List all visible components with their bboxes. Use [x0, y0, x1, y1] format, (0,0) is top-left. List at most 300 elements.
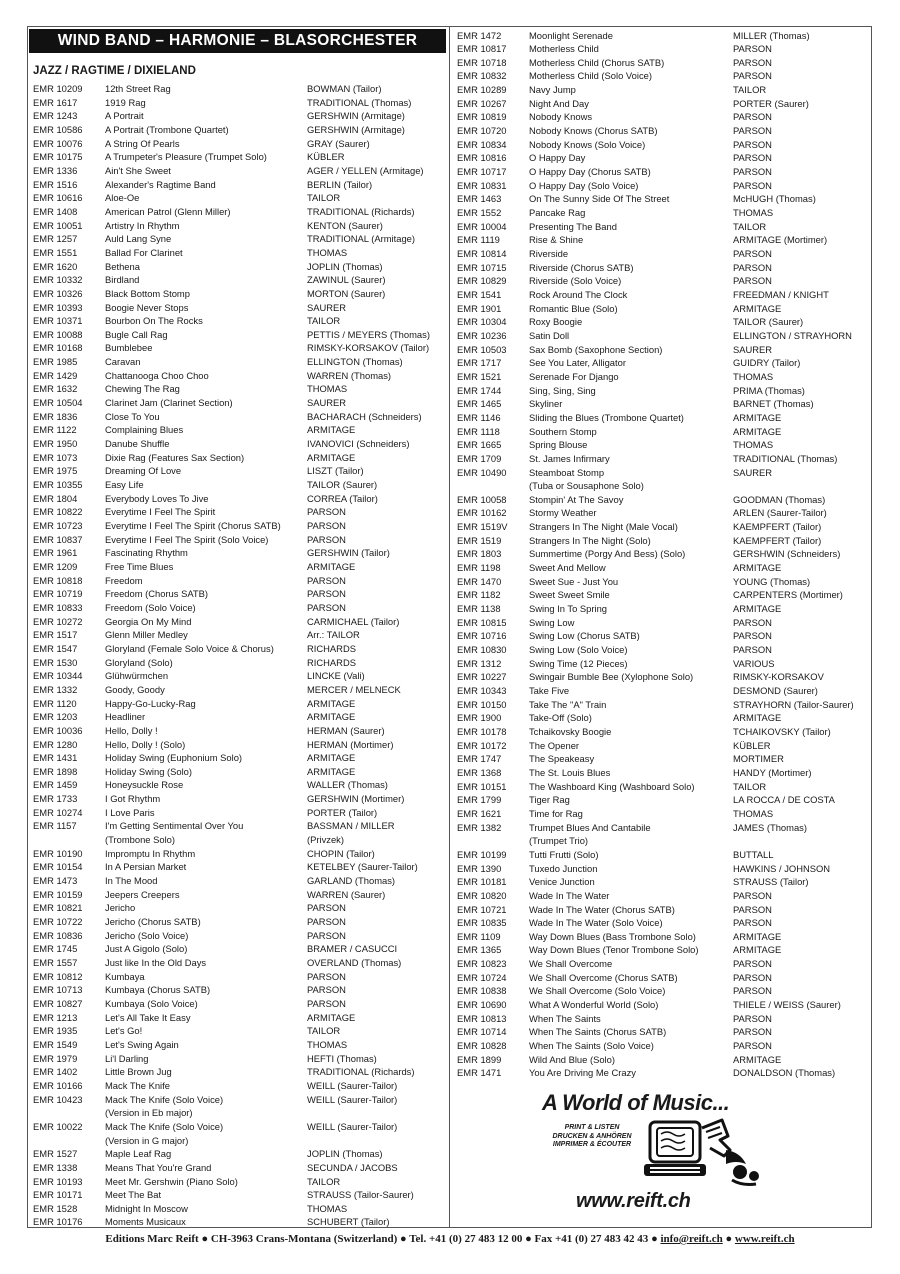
catalog-title: [105, 369, 307, 383]
catalog-code: [33, 137, 105, 151]
catalog-arranger-text: KÜBLER: [307, 151, 345, 163]
catalog-entry: [457, 903, 869, 917]
catalog-arranger-text: BARNET (Thomas): [733, 398, 814, 410]
catalog-arranger-text: LA ROCCA / DE COSTA: [733, 794, 835, 806]
catalog-code-text: EMR 10150: [457, 698, 507, 710]
catalog-title-text: Dreaming Of Love: [105, 465, 182, 477]
catalog-code: [457, 1053, 529, 1067]
catalog-arranger: [307, 137, 445, 151]
catalog-arranger: [307, 1215, 445, 1229]
catalog-arranger-text: TRADITIONAL (Thomas): [307, 96, 412, 108]
catalog-arranger-text: CARMICHAEL (Tailor): [307, 615, 400, 627]
catalog-arranger-text: ARMITAGE (Mortimer): [733, 234, 828, 246]
catalog-code-text: EMR 10209: [33, 83, 83, 94]
catalog-code: [33, 1161, 105, 1175]
catalog-entry: [457, 766, 869, 780]
catalog-title: [529, 384, 733, 398]
catalog-entry: [33, 860, 445, 874]
catalog-code-text: EMR 1900: [457, 712, 502, 724]
catalog-code: [33, 382, 105, 396]
catalog-arranger: [307, 246, 445, 260]
catalog-title: [529, 56, 733, 70]
logo-tagline-line: IMPRIMER & ÉCOUTER: [552, 1141, 632, 1148]
catalog-code: [457, 766, 529, 780]
catalog-code-text: EMR 1138: [457, 603, 501, 615]
catalog-entry: [33, 806, 445, 820]
catalog-entry: [457, 151, 869, 165]
catalog-title-text: Maple Leaf Rag: [105, 1148, 172, 1160]
catalog-arranger: [733, 943, 869, 957]
catalog-title: [105, 915, 307, 929]
catalog-arranger: [733, 506, 869, 520]
catalog-code: [457, 943, 529, 957]
catalog-arranger-text: PARSON: [307, 970, 346, 982]
catalog-code-text: EMR 1408: [33, 205, 78, 217]
catalog-title: [105, 656, 307, 670]
catalog-arranger-text: BRAMER / CASUCCI: [307, 943, 398, 955]
catalog-title: [105, 874, 307, 888]
catalog-title-text: Stormy Weather: [529, 507, 597, 519]
catalog-code: [33, 328, 105, 342]
catalog-code-text: EMR 1551: [33, 246, 78, 258]
catalog-title: [105, 956, 307, 970]
catalog-entry: [457, 138, 869, 152]
catalog-code-text: EMR 10616: [33, 192, 83, 204]
catalog-code-text: EMR 1257: [33, 233, 78, 245]
catalog-code-text: EMR 1552: [457, 207, 502, 219]
catalog-title-text: We Shall Overcome (Chorus SATB): [529, 971, 678, 983]
footer-address: CH-3963 Crans-Montana (Switzerland): [210, 1233, 398, 1245]
catalog-title: [529, 793, 733, 807]
catalog-entry: [457, 1066, 869, 1080]
catalog-title-text: Nobody Knows (Chorus SATB): [529, 125, 658, 137]
catalog-arranger-text: JOPLIN (Thomas): [307, 260, 383, 272]
catalog-code: [457, 930, 529, 944]
catalog-arranger-text: ELLINGTON (Thomas): [307, 356, 403, 368]
catalog-entry: [457, 493, 869, 507]
catalog-entry: [33, 219, 445, 233]
catalog-code: [33, 164, 105, 178]
catalog-arranger: [307, 560, 445, 574]
catalog-code: [33, 410, 105, 424]
catalog-entry: [33, 724, 445, 738]
catalog-code: [457, 397, 529, 411]
catalog-code: [457, 192, 529, 206]
catalog-arranger-text: GRAY (Saurer): [307, 137, 370, 149]
catalog-entry: [33, 1011, 445, 1025]
catalog-code-text: EMR 1431: [33, 752, 78, 764]
catalog-arranger: [307, 929, 445, 943]
catalog-arranger: [733, 547, 869, 561]
catalog-title: [529, 288, 733, 302]
catalog-entry: [33, 628, 445, 642]
catalog-title-text: The Washboard King (Washboard Solo): [529, 780, 695, 792]
catalog-entry: [457, 42, 869, 56]
catalog-arranger-text: WARREN (Saurer): [307, 888, 386, 900]
catalog-title-text: Alexander's Ragtime Band: [105, 178, 216, 190]
catalog-code: [33, 178, 105, 192]
catalog-code: [33, 1215, 105, 1229]
catalog-title-text: I Got Rhythm: [105, 793, 161, 805]
catalog-code: [33, 1038, 105, 1052]
catalog-arranger: [733, 1025, 869, 1039]
catalog-code-text: EMR 10171: [33, 1189, 83, 1201]
catalog-code: [33, 1147, 105, 1161]
catalog-entry: [33, 792, 445, 806]
catalog-entry: [457, 411, 869, 425]
catalog-arranger-text: PARSON: [733, 958, 772, 970]
catalog-code-text: EMR 10022: [33, 1120, 83, 1132]
catalog-title-text: What A Wonderful World (Solo): [529, 999, 659, 1011]
catalog-arranger: [733, 643, 869, 657]
catalog-title-text: Wade In The Water: [529, 889, 610, 901]
catalog-code: [457, 179, 529, 193]
catalog-arranger: [307, 314, 445, 328]
catalog-title: [105, 765, 307, 779]
category-banner: WIND BAND – HARMONIE – BLASORCHESTER: [29, 29, 446, 53]
catalog-code: [457, 520, 529, 534]
catalog-code-text: EMR 1213: [33, 1011, 78, 1023]
catalog-code: [457, 889, 529, 903]
catalog-arranger-text: ARMITAGE: [307, 697, 356, 709]
catalog-title-text: Strangers In The Night (Solo): [529, 534, 651, 546]
catalog-code: [33, 888, 105, 902]
catalog-title: [529, 1012, 733, 1026]
catalog-code-text: EMR 1733: [33, 793, 78, 805]
catalog-title: [105, 109, 307, 123]
catalog-title-text: A String Of Pearls: [105, 137, 180, 149]
catalog-entry: [33, 1079, 445, 1093]
catalog-code: [457, 670, 529, 684]
catalog-title-text: Little Brown Jug: [105, 1066, 172, 1078]
catalog-code: [33, 246, 105, 260]
catalog-title-text: Stompin' At The Savoy: [529, 493, 624, 505]
catalog-entry: [457, 97, 869, 111]
catalog-title-text: I Love Paris: [105, 806, 155, 818]
catalog-title-text: Sliding the Blues (Trombone Quartet): [529, 411, 684, 423]
catalog-entry: [33, 1052, 445, 1066]
catalog-arranger: [733, 957, 869, 971]
catalog-code: [457, 302, 529, 316]
catalog-title: [105, 642, 307, 656]
catalog-title-text: Spring Blouse: [529, 439, 588, 451]
catalog-entry: [457, 807, 869, 821]
catalog-title: [105, 492, 307, 506]
catalog-title: [529, 520, 733, 534]
catalog-arranger: [307, 847, 445, 861]
catalog-title-text: Freedom (Solo Voice): [105, 601, 196, 613]
catalog-entry: [33, 478, 445, 492]
catalog-title-text: Boogie Never Stops: [105, 301, 189, 313]
catalog-code-text: EMR 1547: [33, 642, 78, 654]
catalog-arranger: [733, 124, 869, 138]
catalog-title-text: O Happy Day: [529, 152, 586, 164]
catalog-code: [457, 916, 529, 930]
catalog-arranger: [733, 165, 869, 179]
footer-publisher: Editions Marc Reift: [105, 1233, 199, 1245]
catalog-title: [529, 739, 733, 753]
catalog-title: [105, 355, 307, 369]
catalog-entry: [457, 520, 869, 534]
catalog-code-text: EMR 10815: [457, 616, 507, 628]
catalog-entry: [457, 165, 869, 179]
catalog-code-text: EMR 1975: [33, 465, 78, 477]
catalog-code: [33, 492, 105, 506]
catalog-arranger: [307, 382, 445, 396]
catalog-title-text: Headliner: [105, 711, 146, 723]
catalog-title-text: Swingair Bumble Bee (Xylophone Solo): [529, 671, 694, 683]
catalog-arranger-text: PARSON: [733, 903, 772, 915]
catalog-arranger-text: PARSON: [733, 1012, 772, 1024]
catalog-arranger: [733, 848, 869, 862]
catalog-code-text: EMR 1836: [33, 410, 78, 422]
catalog-code: [33, 778, 105, 792]
catalog-arranger: [733, 110, 869, 124]
catalog-code: [33, 860, 105, 874]
catalog-arranger-text: ARMITAGE: [733, 411, 782, 423]
catalog-title: [529, 179, 733, 193]
catalog-title: [529, 1053, 733, 1067]
catalog-arranger: [307, 396, 445, 410]
catalog-code-text: EMR 10718: [457, 56, 507, 68]
catalog-title-text: Southern Stomp: [529, 425, 597, 437]
catalog-title-text: Chattanooga Choo Choo: [105, 369, 209, 381]
catalog-entry: [33, 915, 445, 929]
catalog-code-text: EMR 1621: [457, 807, 502, 819]
catalog-arranger-text: PARSON: [733, 985, 772, 997]
catalog-arranger: [307, 615, 445, 629]
catalog-arranger: [307, 765, 445, 779]
footer-email-link[interactable]: info@reift.ch: [660, 1233, 723, 1245]
catalog-arranger-text: ARMITAGE: [733, 944, 782, 956]
catalog-arranger: [307, 970, 445, 984]
catalog-code-text: EMR 10178: [457, 725, 507, 737]
catalog-arranger: [307, 888, 445, 902]
catalog-entry: [33, 929, 445, 943]
catalog-arranger: [733, 466, 869, 480]
catalog-code-text: EMR 1120: [33, 697, 77, 709]
catalog-code: [33, 1202, 105, 1216]
catalog-arranger-text: PARSON: [307, 588, 346, 600]
catalog-arranger: [307, 1052, 445, 1066]
catalog-code: [33, 874, 105, 888]
catalog-arranger: [733, 875, 869, 889]
catalog-entry: [457, 56, 869, 70]
catalog-title: [529, 1066, 733, 1080]
catalog-title: [105, 683, 307, 697]
catalog-title-text: Take-Off (Solo): [529, 712, 592, 724]
catalog-code: [457, 739, 529, 753]
catalog-title: [529, 506, 733, 520]
catalog-title-text: Rise & Shine: [529, 234, 584, 246]
catalog-title: [105, 382, 307, 396]
catalog-code-text: EMR 10836: [33, 929, 83, 941]
catalog-arranger: [307, 423, 445, 437]
catalog-title: [105, 1147, 307, 1161]
catalog-arranger: [733, 343, 869, 357]
catalog-arranger: [733, 725, 869, 739]
catalog-code-text: EMR 10355: [33, 479, 83, 491]
catalog-entry: [457, 1039, 869, 1053]
catalog-arranger-text: CARPENTERS (Mortimer): [733, 589, 843, 601]
catalog-entry: [33, 205, 445, 219]
catalog-arranger-text: PARSON: [733, 275, 772, 287]
catalog-code-text: EMR 10036: [33, 724, 83, 736]
catalog-title-text: Rock Around The Clock: [529, 288, 628, 300]
catalog-entry: [33, 942, 445, 956]
catalog-title: [529, 425, 733, 439]
catalog-title: [105, 970, 307, 984]
catalog-arranger-text: KETELBEY (Saurer-Tailor): [307, 861, 418, 873]
catalog-code: [33, 792, 105, 806]
catalog-code: [33, 451, 105, 465]
catalog-code: [33, 301, 105, 315]
catalog-title-text: Fascinating Rhythm: [105, 547, 188, 559]
catalog-code-text: EMR 10720: [457, 125, 507, 137]
catalog-title: [529, 916, 733, 930]
catalog-arranger: [307, 355, 445, 369]
catalog-arranger: [307, 806, 445, 820]
catalog-arranger-text: TRADITIONAL (Thomas): [733, 452, 838, 464]
catalog-entry: [33, 396, 445, 410]
catalog-arranger: [307, 437, 445, 451]
catalog-code-text: EMR 1472: [457, 29, 502, 41]
catalog-arranger-text: ARMITAGE: [307, 752, 356, 764]
catalog-arranger-text: LISZT (Tailor): [307, 465, 364, 477]
catalog-title-text: Riverside (Solo Voice): [529, 275, 622, 287]
catalog-code-text: EMR 10714: [457, 1026, 507, 1038]
catalog-code-text: EMR 10274: [33, 806, 83, 818]
catalog-entry: [457, 466, 869, 493]
footer-web-link[interactable]: www.reift.ch: [734, 1233, 795, 1245]
catalog-title: [529, 138, 733, 152]
catalog-arranger: [307, 656, 445, 670]
catalog-entry: [457, 233, 869, 247]
catalog-title: [529, 957, 733, 971]
catalog-title: [529, 875, 733, 889]
catalog-entry: [33, 847, 445, 861]
catalog-title: [105, 901, 307, 915]
catalog-entry: [457, 356, 869, 370]
catalog-title: [105, 806, 307, 820]
catalog-entry: [457, 1053, 869, 1067]
catalog-entry: [457, 971, 869, 985]
catalog-entry: [457, 889, 869, 903]
catalog-arranger-text: BERLIN (Tailor): [307, 178, 373, 190]
catalog-entry: [33, 464, 445, 478]
catalog-code-text: EMR 1521: [457, 370, 502, 382]
catalog-title-text: Glenn Miller Medley: [105, 629, 188, 641]
catalog-arranger: [307, 205, 445, 219]
catalog-code-text: EMR 1338: [33, 1161, 78, 1173]
catalog-arranger-text: BOWMAN (Tailor): [307, 83, 382, 94]
catalog-code: [457, 629, 529, 643]
catalog-code: [457, 793, 529, 807]
catalog-title: [529, 848, 733, 862]
catalog-code: [457, 29, 529, 43]
catalog-code: [457, 561, 529, 575]
catalog-code: [457, 438, 529, 452]
catalog-title: [529, 629, 733, 643]
catalog-column-left: [33, 82, 445, 1229]
catalog-arranger: [307, 178, 445, 192]
catalog-arranger: [733, 629, 869, 643]
catalog-title-text: Motherless Child (Chorus SATB): [529, 56, 665, 68]
catalog-arranger-text: GERSHWIN (Armitage): [307, 110, 405, 122]
catalog-arranger: [733, 998, 869, 1012]
catalog-title-text: When The Saints: [529, 1012, 601, 1024]
catalog-title-text: Strangers In The Night (Male Vocal): [529, 521, 678, 533]
catalog-arranger-text: PARSON: [307, 902, 346, 914]
catalog-arranger: [733, 930, 869, 944]
catalog-title-text: Everytime I Feel The Spirit: [105, 506, 216, 518]
catalog-code-text: EMR 1073: [33, 451, 78, 463]
catalog-code: [33, 1011, 105, 1025]
catalog-code: [33, 669, 105, 683]
catalog-code-text: EMR 1530: [33, 656, 78, 668]
catalog-arranger-text: ARMITAGE: [733, 562, 782, 574]
catalog-code: [33, 109, 105, 123]
catalog-title-text: Caravan: [105, 356, 141, 368]
catalog-title-text: Hello, Dolly ! (Solo): [105, 738, 186, 750]
catalog-title-text: Ballad For Clarinet: [105, 246, 183, 258]
catalog-code: [457, 356, 529, 370]
catalog-entry: [457, 29, 869, 43]
catalog-title: [105, 628, 307, 642]
catalog-code-text: EMR 1557: [33, 957, 78, 968]
computer-cartoon-icon: [636, 1114, 766, 1190]
catalog-arranger: [733, 274, 869, 288]
catalog-arranger-text: ARMITAGE: [307, 1011, 356, 1023]
catalog-title-text: O Happy Day (Chorus SATB): [529, 166, 651, 178]
catalog-title: [105, 1202, 307, 1216]
catalog-title: [105, 1120, 307, 1147]
catalog-title: [529, 247, 733, 261]
catalog-title: [105, 519, 307, 533]
catalog-code-text: EMR 10723: [33, 520, 83, 531]
catalog-code-text: EMR 10168: [33, 342, 83, 354]
catalog-title-text: We Shall Overcome: [529, 958, 613, 970]
catalog-title: [105, 396, 307, 410]
catalog-code: [457, 411, 529, 425]
catalog-title-text: Tiger Rag: [529, 794, 570, 806]
catalog-arranger: [307, 341, 445, 355]
catalog-code-text: EMR 1709: [457, 452, 502, 464]
catalog-arranger: [307, 642, 445, 656]
catalog-code-text: EMR 10830: [457, 644, 507, 656]
catalog-code-text: EMR 10088: [33, 328, 83, 340]
catalog-arranger-text: HERMAN (Saurer): [307, 724, 385, 736]
catalog-code: [457, 233, 529, 247]
catalog-code-text: EMR 10813: [457, 1012, 507, 1024]
catalog-code-text: EMR 1122: [33, 424, 77, 436]
catalog-title-text: Take The "A" Train: [529, 698, 607, 710]
catalog-arranger-text: VARIOUS: [733, 657, 775, 669]
a-world-of-music-logo[interactable]: [536, 1088, 776, 1218]
footer: [0, 1233, 900, 1245]
catalog-title: [529, 684, 733, 698]
catalog-code: [33, 260, 105, 274]
catalog-entry: [33, 615, 445, 629]
catalog-entry: [33, 109, 445, 123]
catalog-title: [529, 889, 733, 903]
catalog-code: [33, 997, 105, 1011]
catalog-entry: [33, 765, 445, 779]
catalog-arranger-text: STRAUSS (Tailor): [733, 876, 809, 888]
catalog-code: [457, 288, 529, 302]
catalog-title: [105, 1024, 307, 1038]
catalog-title-text: Mack The Knife: [105, 1079, 170, 1091]
